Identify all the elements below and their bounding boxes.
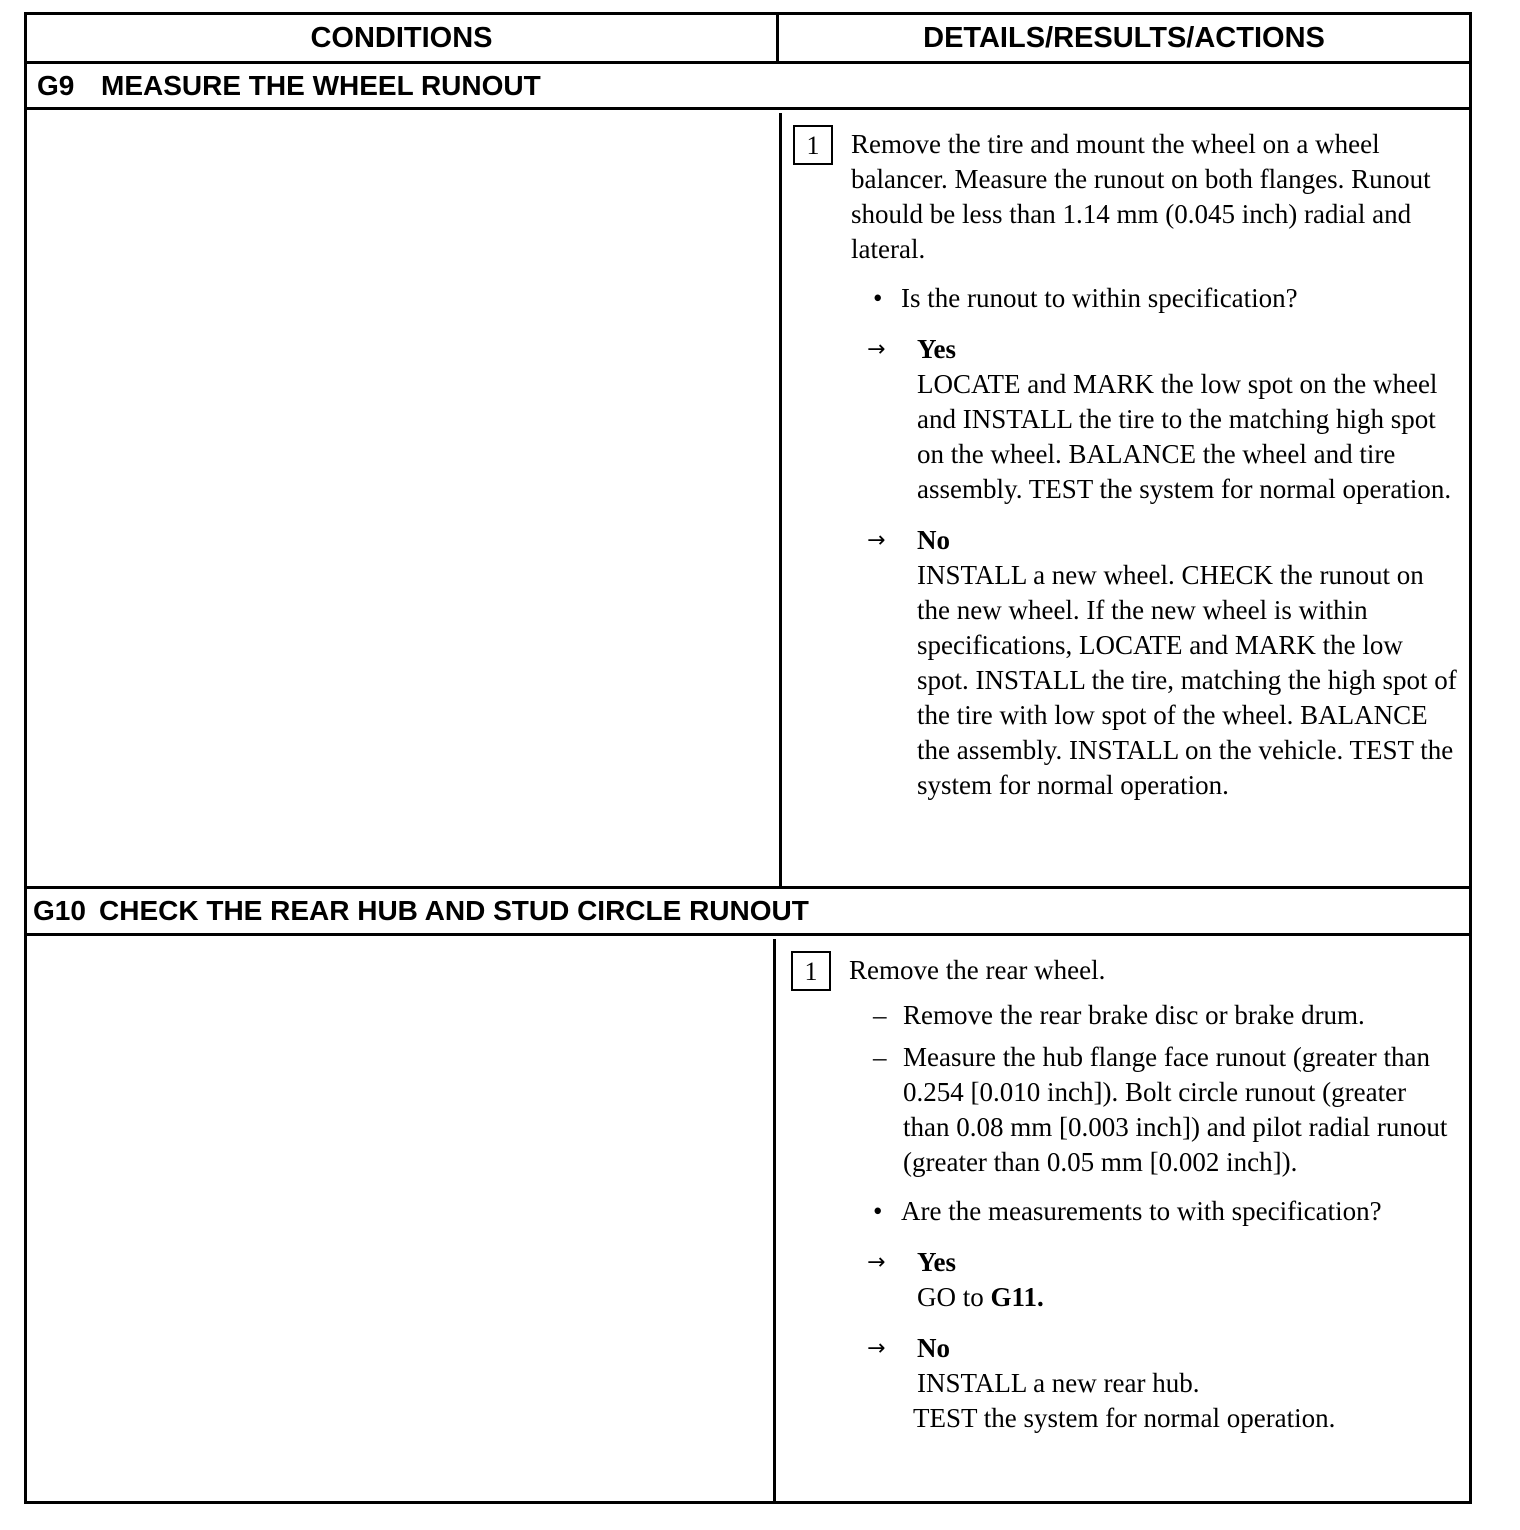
g9-actions xyxy=(793,127,1457,803)
table-header xyxy=(27,15,1469,64)
step-number-box: 1 xyxy=(791,951,831,991)
arrow-right-icon: → xyxy=(867,1250,886,1275)
g10-step-1 xyxy=(791,953,1457,991)
g10-section-body xyxy=(27,939,1469,1501)
g10-question-text: Are the measurements to with specification? xyxy=(901,1196,1382,1226)
g10-substep-2-text: Measure the hub flange face runout (greater than 0.254 [0.010 inch]). Bolt circle runout (greater than 0.08 mm [0.003 inch]) and pilot radial runout (greater than 0.05 mm [0.002 inch]). xyxy=(903,1042,1448,1177)
diagnostic-table xyxy=(24,12,1472,1504)
g9-yes-answer xyxy=(867,332,1457,507)
g10-substep-2 xyxy=(873,1040,1457,1180)
g9-title: MEASURE THE WHEEL RUNOUT xyxy=(101,69,541,101)
g10-substep-1-text: Remove the rear brake disc or brake drum. xyxy=(903,1000,1365,1030)
column-divider xyxy=(779,113,782,886)
g9-section-title xyxy=(27,64,1469,110)
dash-icon: – xyxy=(873,1042,887,1072)
arrow-right-icon: → xyxy=(867,1336,886,1361)
g9-step-text: Remove the tire and mount the wheel on a wheel balancer. Measure the runout on both flanges. Runout should be less than 1.14 mm (0.045 inch) radial and lateral. xyxy=(851,129,1431,264)
bullet-icon: • xyxy=(873,283,883,313)
arrow-right-icon: → xyxy=(867,337,886,362)
g9-no-label: No xyxy=(917,525,950,555)
g9-section-body xyxy=(27,113,1469,889)
g9-question xyxy=(873,281,1457,316)
g10-code: G10 xyxy=(33,895,86,926)
bullet-icon: • xyxy=(873,1196,883,1226)
arrow-right-icon: → xyxy=(867,528,886,553)
g10-substep-1 xyxy=(873,998,1457,1033)
step-number-box: 1 xyxy=(793,125,833,165)
g10-step-text: Remove the rear wheel. xyxy=(849,955,1106,985)
g10-yes-answer xyxy=(867,1245,1457,1315)
g10-question xyxy=(873,1194,1457,1229)
g9-yes-text: LOCATE and MARK the low spot on the wheel and INSTALL the tire to the matching high spot on the wheel. BALANCE the wheel and tire assembly. TEST the system for normal operation. xyxy=(917,369,1452,504)
g10-yes-reference: G11. xyxy=(990,1282,1044,1312)
column-divider xyxy=(773,939,776,1501)
g9-yes-label: Yes xyxy=(917,334,956,364)
g10-no-label: No xyxy=(917,1333,950,1363)
g9-step-1 xyxy=(793,127,1457,267)
dash-icon: – xyxy=(873,1000,887,1030)
g10-no-answer xyxy=(867,1331,1457,1436)
details-header: DETAILS/RESULTS/ACTIONS xyxy=(923,21,1325,54)
g10-actions xyxy=(791,953,1457,1436)
g10-yes-label: Yes xyxy=(917,1247,956,1277)
g9-no-answer xyxy=(867,523,1457,803)
g10-yes-text-prefix: GO to xyxy=(917,1282,984,1312)
g9-question-text: Is the runout to within specification? xyxy=(901,283,1298,313)
g10-title: CHECK THE REAR HUB AND STUD CIRCLE RUNOUT xyxy=(99,895,809,926)
g10-section-title xyxy=(27,889,1469,936)
g10-yes-text xyxy=(917,1280,1044,1315)
g10-no-text-line1: INSTALL a new rear hub. xyxy=(917,1368,1200,1398)
g9-no-text: INSTALL a new wheel. CHECK the runout on the new wheel. If the new wheel is within specifications, LOCATE and MARK the low spot. INSTALL the tire, matching the high spot of the tire with low spot of the wheel. BALANCE the assembly. INSTALL on the vehicle. TEST the system for normal operation. xyxy=(917,560,1457,800)
g9-code: G9 xyxy=(37,69,75,101)
g10-no-text-line2: TEST the system for normal operation. xyxy=(913,1403,1336,1433)
conditions-header: CONDITIONS xyxy=(27,15,779,61)
